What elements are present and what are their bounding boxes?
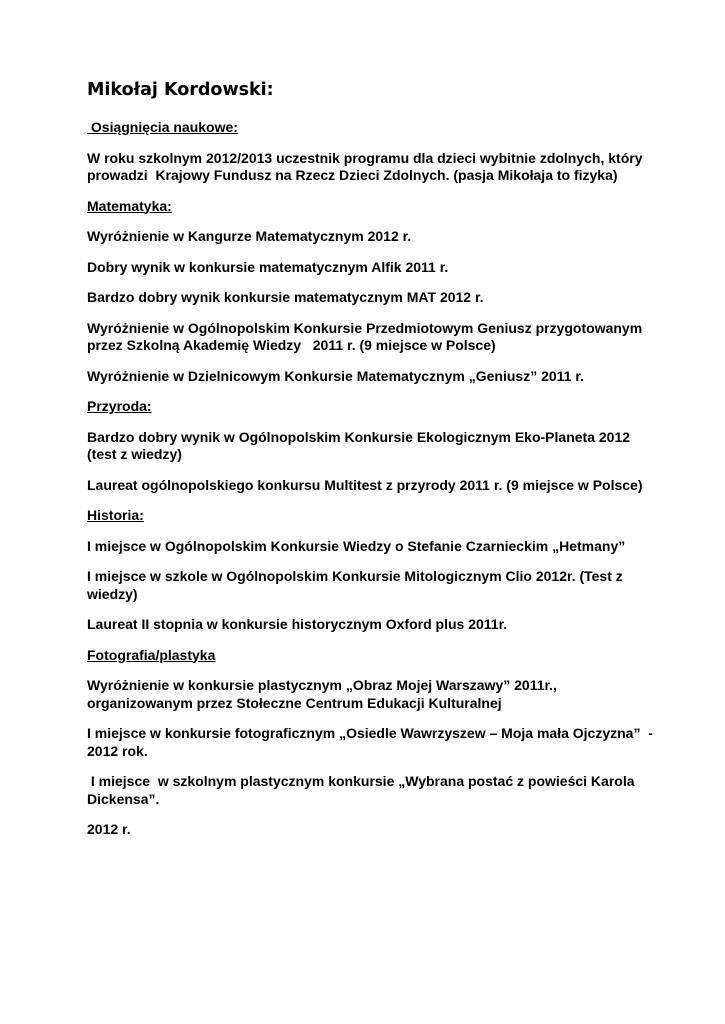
- achievement-item: Laureat II stopnia w konkursie historycznym Oxford plus 2011r.: [87, 616, 508, 632]
- section-heading: Fotografia/plastyka: [87, 646, 216, 663]
- achievement-item: 2012 r.: [87, 821, 131, 837]
- page-title: Mikołaj Kordowski:: [87, 80, 274, 100]
- achievement-item: Wyróżnienie w konkursie plastycznym „Obraz Mojej Warszawy” 2011r., organizowanym przez Stołeczne Centrum Edukacji Kulturalnej: [87, 677, 561, 711]
- document-content: [87, 119, 662, 839]
- achievement-item: Bardzo dobry wynik w Ogólnopolskim Konkursie Ekologicznym Eko-Planeta 2012 (test z wiedzy): [87, 428, 634, 462]
- achievement-item: Bardzo dobry wynik konkursie matematycznym MAT 2012 r.: [87, 289, 484, 305]
- achievement-item: Wyróżnienie w Kangurze Matematycznym 2012 r.: [87, 228, 412, 244]
- document-page: [87, 80, 662, 852]
- achievement-item: Wyróżnienie w Ogólnopolskim Konkursie Przedmiotowym Geniusz przygotowanym przez Szkolną Akademię Wiedzy 2011 r. (9 miejsce w Polsce): [87, 319, 647, 353]
- section-heading: Osiągnięcia naukowe:: [87, 119, 238, 135]
- achievement-item: I miejsce w szkolnym plastycznym konkursie „Wybrana postać z powieści Karola Dickensa”.: [87, 773, 639, 807]
- achievement-item: Laureat ogólnopolskiego konkursu Multitest z przyrody 2011 r. (9 miejsce w Polsce): [87, 476, 643, 493]
- achievement-item: I miejsce w Ogólnopolskim Konkursie Wiedzy o Stefanie Czarnieckim „Hetmany”: [87, 537, 626, 554]
- achievement-item: I miejsce w szkole w Ogólnopolskim Konkursie Mitologicznym Clio 2012r. (Test z wiedzy): [87, 568, 627, 602]
- achievement-item: Dobry wynik w konkursie matematycznym Alfik 2011 r.: [87, 258, 449, 275]
- achievement-item: I miejsce w konkursie fotograficznym „Osiedle Wawrzyszew – Moja mała Ojczyzna” - 2012 rok.: [87, 725, 657, 759]
- section-heading: Matematyka:: [87, 197, 172, 214]
- section-heading: Historia:: [87, 507, 144, 523]
- section-heading: Przyroda:: [87, 398, 152, 414]
- achievement-item: Wyróżnienie w Dzielnicowym Konkursie Matematycznym „Geniusz” 2011 r.: [87, 367, 584, 384]
- achievement-item: W roku szkolnym 2012/2013 uczestnik programu dla dzieci wybitnie zdolnych, który prowadzi Krajowy Fundusz na Rzecz Dzieci Zdolnych. (pasja Mikołaja to fizyka): [87, 149, 647, 183]
